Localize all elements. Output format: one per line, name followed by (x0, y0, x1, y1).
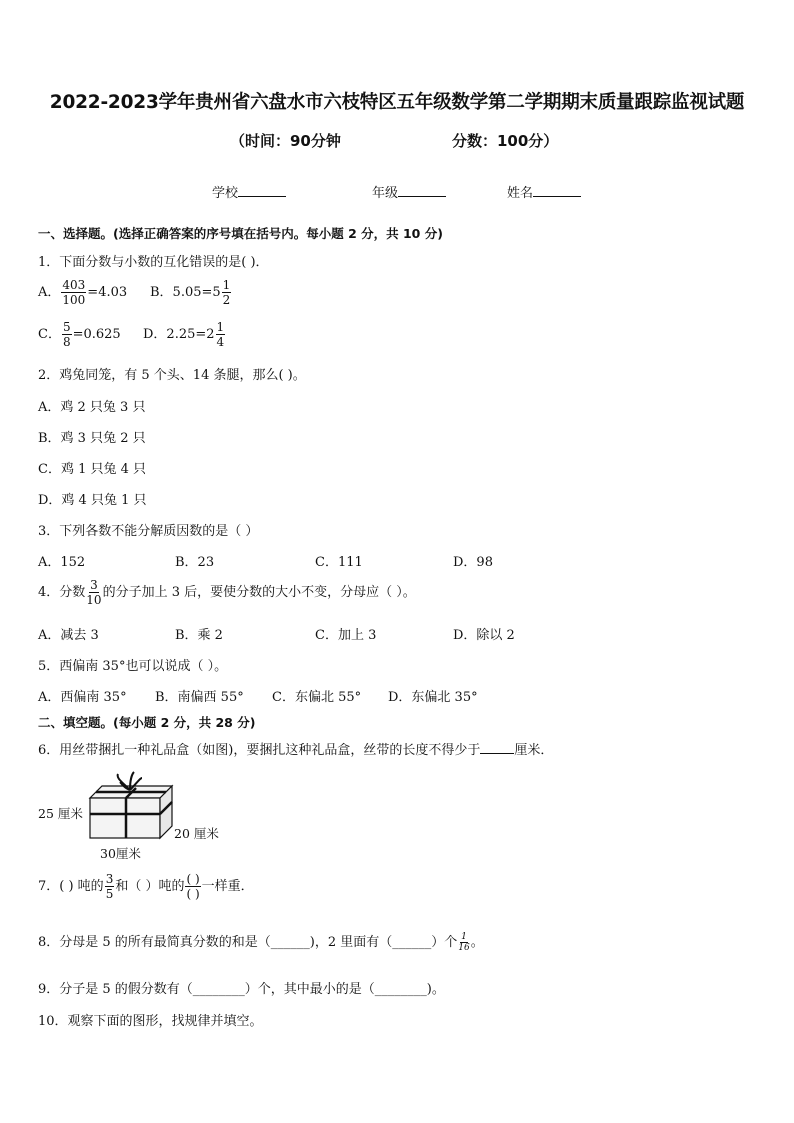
option-c-suffix: =0.625 (72, 327, 121, 342)
question-7-stem: 7．( ) 吨的 $\frac{3}{5}$ 和（ ）吨的 $\frac{( )}{( )}$ 一样重． (38, 872, 254, 901)
question-2-option-a[interactable]: A．鸡 2 只兔 3 只 (38, 400, 146, 415)
question-3-option-a[interactable]: A．152 (38, 555, 86, 570)
question-5-stem: 5．西偏南 35°也可以说成（ ）。 (38, 659, 228, 674)
fraction-3-5: $\frac{3}{5}$ (105, 872, 114, 901)
question-1-option-b[interactable] (150, 278, 232, 307)
question-2-option-c[interactable]: C．鸡 1 只兔 4 只 (38, 462, 147, 477)
section-fill-heading: 二、填空题。(每小题 2 分，共 28 分) (38, 715, 256, 730)
question-4-option-d[interactable]: D．除以 2 (453, 628, 515, 643)
school-label: 学校 (212, 186, 239, 201)
option-b-prefix: B．5.05=5 (150, 285, 221, 300)
fraction-3-10: $\frac{3}{10}$ (86, 578, 102, 607)
label-depth: 20 厘米 (174, 826, 219, 841)
question-2-option-d[interactable]: D．鸡 4 只兔 1 只 (38, 493, 147, 508)
option-d-prefix: D．2.25=2 (143, 327, 215, 342)
exam-time: （时间：90分钟 (230, 132, 341, 150)
label-width: 30厘米 (100, 846, 141, 861)
question-2-option-b[interactable]: B．鸡 3 只兔 2 只 (38, 431, 146, 446)
question-4-option-a[interactable]: A．减去 3 (38, 628, 99, 643)
school-field[interactable] (212, 182, 286, 201)
name-field[interactable] (507, 182, 581, 201)
question-4-option-b[interactable]: B．乘 2 (175, 628, 223, 643)
exam-score: 分数：100分） (452, 132, 559, 150)
section-choice-heading: 一、选择题。(选择正确答案的序号填在括号内。每小题 2 分，共 10 分) (38, 226, 443, 241)
option-c-prefix: C． (38, 327, 61, 342)
question-1-stem: 1．下面分数与小数的互化错误的是( )． (38, 255, 269, 270)
fraction-403-100: $\frac{403}{100}$ (62, 278, 86, 307)
question-10-stem: 10．观察下面的图形，找规律并填空。 (38, 1014, 263, 1029)
question-3-stem: 3．下列各数不能分解质因数的是（ ） (38, 524, 259, 539)
question-5-option-c[interactable]: C．东偏北 55° (272, 690, 362, 705)
blank-fraction[interactable]: $\frac{( )}{( )}$ (186, 872, 200, 901)
question-5-option-a[interactable]: A．西偏南 35° (38, 690, 127, 705)
fraction-1-2: $\frac{1}{2}$ (222, 278, 231, 307)
grade-blank[interactable] (398, 183, 446, 197)
question-1-option-d[interactable] (143, 320, 226, 349)
fraction-5-8: $\frac{5}{8}$ (62, 320, 71, 349)
question-3-option-c[interactable]: C．111 (315, 555, 363, 570)
question-6-answer-blank[interactable] (480, 740, 514, 754)
question-9-stem: 9．分子是 5 的假分数有（________）个，其中最小的是（________)。 (38, 982, 445, 997)
question-5-option-b[interactable]: B．南偏西 55° (155, 690, 244, 705)
fraction-1-4: $\frac{1}{4}$ (216, 320, 225, 349)
label-height: 25 厘米 (38, 806, 83, 821)
question-1-option-a[interactable] (38, 278, 127, 307)
question-5-option-d[interactable]: D．东偏北 35° (388, 690, 478, 705)
name-blank[interactable] (533, 183, 581, 197)
fraction-1-16: $\frac{1}{16}$ (458, 932, 470, 953)
question-8-stem: 8．分母是 5 的所有最简真分数的和是（______)，2 里面有（______）个 $\frac{1}{16}$ 。 (38, 932, 484, 953)
grade-label: 年级 (372, 186, 399, 201)
option-a-prefix: A． (38, 285, 61, 300)
question-6-stem: 6．用丝带捆扎一种礼品盒（如图)，要捆扎这种礼品盒，丝带的长度不得少于 厘米． (38, 739, 553, 758)
question-3-option-d[interactable]: D．98 (453, 555, 493, 570)
question-3-option-b[interactable]: B．23 (175, 555, 215, 570)
gift-box-figure (38, 770, 228, 865)
exam-title: 2022-2023学年贵州省六盘水市六枝特区五年级数学第二学期期末质量跟踪监视试题 (49, 92, 745, 113)
grade-field[interactable] (372, 182, 446, 201)
option-a-suffix: =4.03 (87, 285, 128, 300)
question-4-stem: 4．分数 $\frac{3}{10}$ 的分子加上 3 后，要使分数的大小不变，分母应（ ）。 (38, 578, 416, 607)
question-1-option-c[interactable] (38, 320, 121, 349)
question-4-option-c[interactable]: C．加上 3 (315, 628, 377, 643)
name-label: 姓名 (507, 186, 534, 201)
question-2-stem: 2．鸡兔同笼，有 5 个头、14 条腿，那么( )。 (38, 368, 306, 383)
school-blank[interactable] (238, 183, 286, 197)
